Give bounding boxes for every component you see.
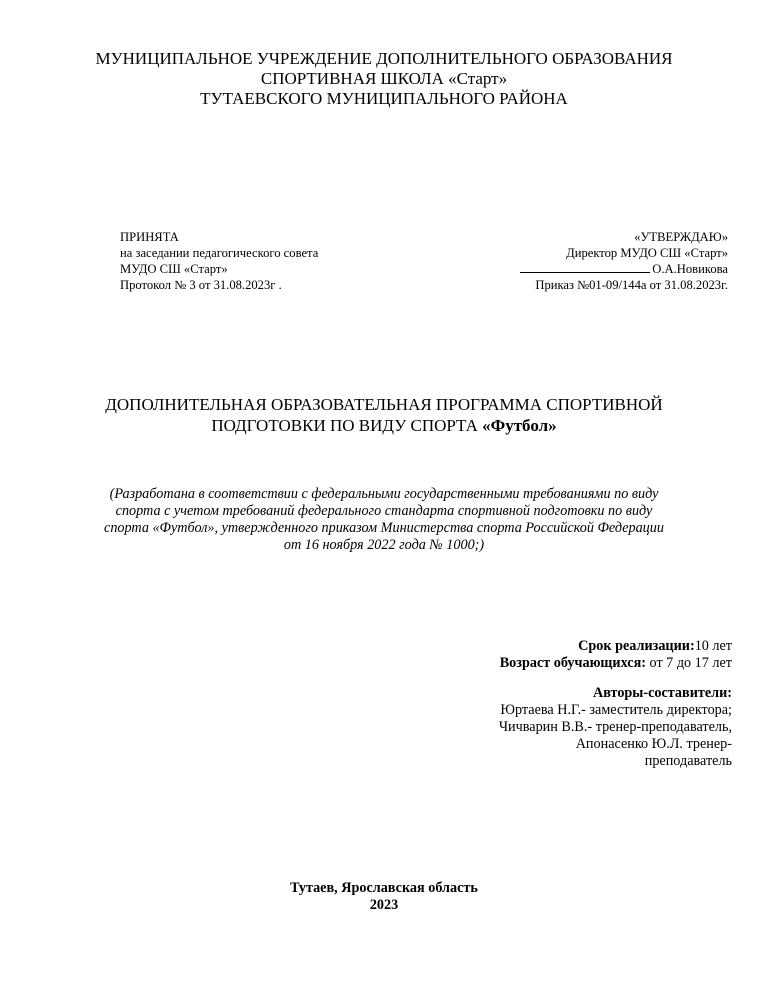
approved-order: Приказ №01-09/144а от 31.08.2023г. xyxy=(535,278,728,292)
approved-block xyxy=(520,229,728,293)
signature-blank xyxy=(520,261,650,273)
approved-title: «УТВЕРЖДАЮ» xyxy=(634,230,728,244)
header-line-1: МУНИЦИПАЛЬНОЕ УЧРЕЖДЕНИЕ ДОПОЛНИТЕЛЬНОГО ОБРАЗОВАНИЯ xyxy=(95,49,673,68)
author-3: Апонасенко Ю.Л. тренер- xyxy=(575,736,732,752)
accepted-title: ПРИНЯТА xyxy=(120,230,179,244)
accepted-protocol: Протокол № 3 от 31.08.2023г . xyxy=(120,278,282,292)
authors-title: Авторы-составители: xyxy=(592,685,732,701)
institution-header xyxy=(0,49,768,109)
approved-signature-line xyxy=(520,261,728,277)
accepted-block xyxy=(120,229,318,293)
program-title-line-2 xyxy=(0,415,768,436)
authors-block xyxy=(499,685,732,770)
author-1: Юртаева Н.Г.- заместитель директора; xyxy=(500,702,732,718)
program-info xyxy=(500,638,732,672)
program-title xyxy=(0,394,768,436)
header-line-2: СПОРТИВНАЯ ШКОЛА «Старт» xyxy=(260,69,508,88)
program-title-line-1: ДОПОЛНИТЕЛЬНАЯ ОБРАЗОВАТЕЛЬНАЯ ПРОГРАММА СПОРТИВНОЙ xyxy=(105,395,663,414)
approved-signature-name: О.А.Новикова xyxy=(652,262,728,276)
approved-director: Директор МУДО СШ «Старт» xyxy=(566,246,728,260)
age-line xyxy=(500,655,732,672)
subtitle-line-4: от 16 ноября 2022 года № 1000;) xyxy=(283,537,485,553)
accepted-line-1: на заседании педагогического совета xyxy=(120,246,319,260)
author-2: Чичварин В.В.- тренер-преподаватель, xyxy=(498,719,732,735)
program-title-sport: «Футбол» xyxy=(482,416,557,435)
header-line-3: ТУТАЕВСКОГО МУНИЦИПАЛЬНОГО РАЙОНА xyxy=(200,89,568,108)
term-line xyxy=(500,638,732,655)
author-3-continued: преподаватель xyxy=(644,753,732,769)
program-subtitle xyxy=(60,486,708,554)
term-label: Срок реализации: xyxy=(578,638,695,654)
subtitle-line-2: спорта с учетом требований федерального стандарта спортивной подготовки по виду xyxy=(115,503,653,519)
subtitle-line-1: (Разработана в соответствии с федеральными государственными требованиями по виду xyxy=(109,486,659,502)
subtitle-line-3: спорта «Футбол», утвержденного приказом Министерства спорта Российской Федерации xyxy=(104,520,664,536)
program-title-prefix: ПОДГОТОВКИ ПО ВИДУ СПОРТА xyxy=(211,416,483,435)
footer-place: Тутаев, Ярославская область xyxy=(290,880,478,896)
age-value: от 7 до 17 лет xyxy=(645,655,732,671)
accepted-line-2: МУДО СШ «Старт» xyxy=(120,262,228,276)
footer xyxy=(200,880,568,914)
term-value: 10 лет xyxy=(694,638,732,654)
footer-year: 2023 xyxy=(369,897,399,913)
age-label: Возраст обучающихся: xyxy=(499,655,646,671)
